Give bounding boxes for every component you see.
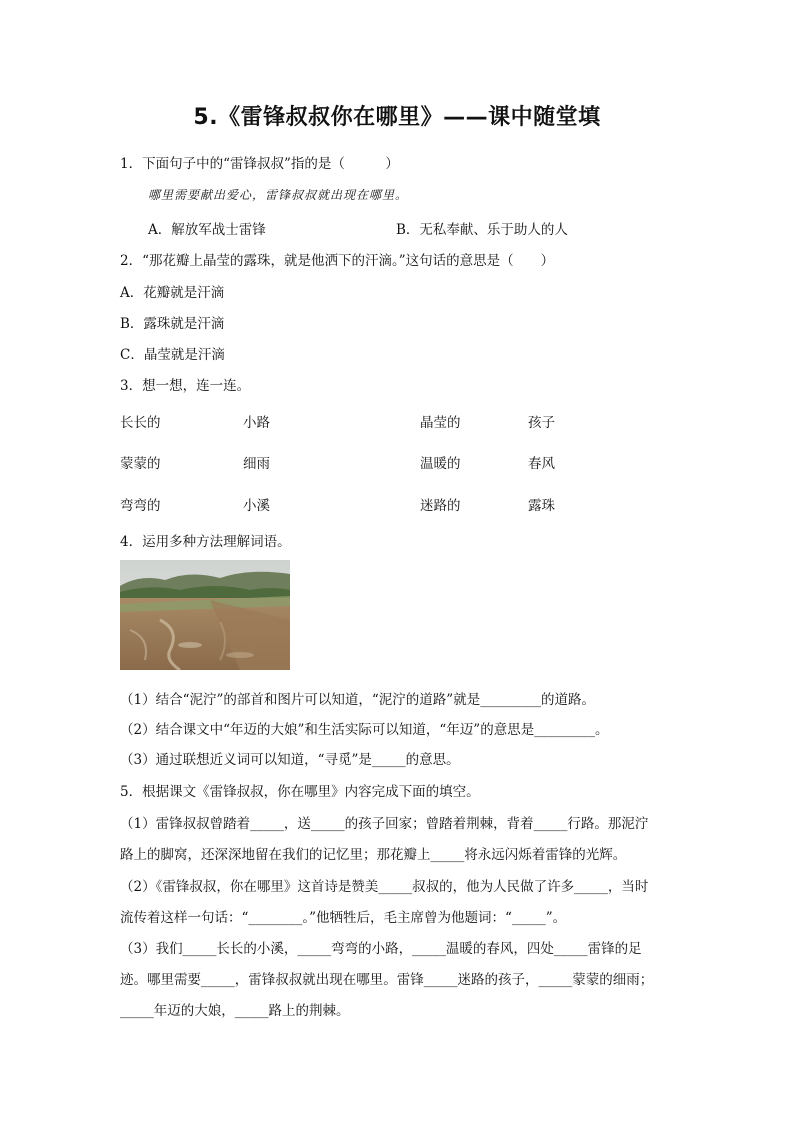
q3-right-word: 温暖的 (420, 456, 461, 472)
q3-left-match: 小溪 (243, 498, 270, 514)
q2-option-c: C．晶莹就是汗滴 (120, 347, 225, 363)
q5-line-2: 路上的脚窝，还深深地留在我们的记忆里；那花瓣上_____将永远闪烁着雷锋的光辉。 (120, 847, 627, 863)
q3-stem: 3．想一想，连一连。 (120, 378, 251, 394)
q5-line-1: （1）雷锋叔叔曾踏着_____，送_____的孩子回家；曾踏着荆棘，背着_____行路。那泥泞 (120, 816, 649, 832)
q3-left-match: 细雨 (243, 456, 270, 472)
q3-right-word: 晶莹的 (420, 415, 461, 431)
q3-left-match: 小路 (243, 415, 270, 431)
q3-right-match: 孩子 (528, 415, 555, 431)
q4-part2: （2）结合课文中“年迈的大娘”和生活实际可以知道，“年迈”的意思是_________。 (120, 722, 609, 738)
q1-option-a: A．解放军战士雷锋 (148, 222, 266, 238)
page-title: 5.《雷锋叔叔你在哪里》——课中随堂填 (193, 105, 601, 130)
q5-line-6: 迹。哪里需要_____，雷锋叔叔就出现在哪里。雷锋_____迷路的孩子，_____蒙蒙的细雨； (120, 972, 654, 988)
q5-line-4: 流传着这样一句话：“________。”他牺牲后，毛主席曾为他题词：“_____”。 (120, 910, 567, 926)
q3-right-word: 迷路的 (420, 498, 461, 514)
q1-option-b: B．无私奉献、乐于助人的人 (396, 222, 568, 238)
q2-stem: 2．“那花瓣上晶莹的露珠，就是他洒下的汗滴。”这句话的意思是（ ） (120, 253, 555, 269)
q5-line-3: （2）《雷锋叔叔，你在哪里》这首诗是赞美_____叔叔的，他为人民做了许多_____，当时 (120, 879, 649, 895)
q3-left-word: 弯弯的 (120, 498, 161, 514)
q4-part3: （3）通过联想近义词可以知道，“寻觅”是_____的意思。 (120, 752, 460, 768)
muddy-road-photo (120, 560, 290, 670)
q5-line-7: _____年迈的大娘，_____路上的荆棘。 (120, 1003, 350, 1019)
q4-stem: 4．运用多种方法理解词语。 (120, 534, 291, 550)
q2-option-b: B．露珠就是汗滴 (120, 316, 225, 332)
q3-right-match: 春风 (528, 456, 555, 472)
q4-part1: （1）结合“泥泞”的部首和图片可以知道，“泥泞的道路”就是_________的道路。 (120, 692, 595, 708)
q3-left-word: 长长的 (120, 415, 161, 431)
q2-option-a: A．花瓣就是汗滴 (120, 285, 225, 301)
q1-quote: 哪里需要献出爱心，雷锋叔叔就出现在哪里。 (148, 188, 409, 202)
q5-line-5: （3）我们_____长长的小溪，_____弯弯的小路，_____温暖的春风，四处_____雷锋的足 (120, 941, 642, 957)
q3-right-match: 露珠 (528, 498, 555, 514)
q1-stem: 1．下面句子中的“雷锋叔叔”指的是（ ） (120, 156, 399, 172)
q5-stem: 5．根据课文《雷锋叔叔，你在哪里》内容完成下面的填空。 (120, 784, 480, 800)
q3-left-word: 蒙蒙的 (120, 456, 161, 472)
